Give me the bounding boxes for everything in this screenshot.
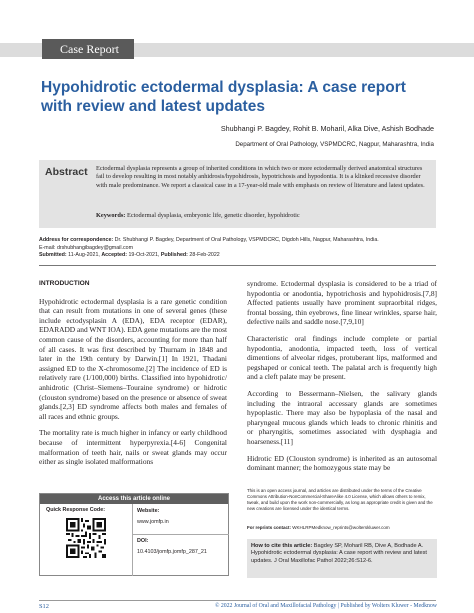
correspondence-text: Dr. Shubhangi P. Bagdey, Department of Oral Pathology, VSPMDCRC, Digdoh Hills, Nagpur, Maharashtra, India. bbox=[114, 237, 379, 243]
submitted-label: Submitted: bbox=[39, 252, 67, 259]
correspondence-label: Address for correspondence: bbox=[39, 237, 114, 243]
license-text: This is an open access journal, and articles are distributed under the terms of the Creative Commons Attribution-NonCommercial-ShareAlike 4.0 License, which allows others to remix, tweak, and build upon the work non-commercially, as long as appropriate credit is given and the new creations are licensed under the identical terms. bbox=[247, 488, 433, 511]
abstract-text: Ectodermal dysplasia represents a group of inherited conditions in which two or more ectodermally derived anatomical structures fail to develop resulting in most notably anhidrosis/hypohidrosis, hypotrichosis and hypodontia. It is a klinked recessive disorder with male predominance. We report a classical case in a 17-year-old male with emphasis on review of literature and latest updates. bbox=[96, 165, 425, 189]
abstract-box bbox=[39, 160, 436, 228]
reprints-label: For reprints contact: bbox=[247, 525, 292, 530]
cite-box bbox=[247, 539, 437, 578]
access-online-box bbox=[39, 493, 229, 576]
footer-copyright: © 2022 Journal of Oral and Maxillofacial Pathology | Published by Wolters Kluwer - Medknow bbox=[214, 603, 437, 609]
accepted-date: 19-Oct-2021, bbox=[128, 252, 160, 259]
body-paragraph: Hypohidrotic ectodermal dysplasia is a rare genetic condition that can result from mutations in one of several genes (these include ectodysplasin A (EDA), EDA receptor (EDAR), EDARADD and WNT IOA). EDA gene mutations are the most common cause of the disorders, accounting for more than half of all cases. It was first described by Thurnam in 1848 and later in the 19th century by Darwin.[1] In 1921, Thadani assigned ED to the X-chromosome.[2] The incidence of ED is relatively rare (1/100,000) births. Classified into hypohidrotic/ anhidrotic (Christ–Siemens–Touraine syndrome) or hidrotic (clouston syndrome) based on the presence or absence of sweat glands.[2,3] ED syndrome affects both males and females of all races and ethnic groups. bbox=[39, 296, 227, 421]
section-divider bbox=[39, 265, 436, 266]
body-paragraph: syndrome. Ectodermal dysplasia is considered to be a triad of hypodontia or anodontia, hypotrichosis and hypohidrosis.[7,8] Affected patients usually have prominent supraorbital ridges, frontal bossing, thin eyebrows, fine linear wrinkles, sparse hair, defective nails and saddle nose.[7,9,10] bbox=[247, 279, 437, 327]
right-column bbox=[247, 279, 437, 480]
introduction-heading: INTRODUCTION bbox=[39, 280, 90, 287]
website-link[interactable]: www.jomfp.in bbox=[137, 519, 169, 525]
keywords-text: Ectodermal dysplasia, embryonic life, genetic disorder, hypohidrotic bbox=[126, 212, 300, 219]
submitted-date: 11-Aug-2021, bbox=[68, 252, 100, 259]
doi-link[interactable]: 10.4103/jomfp.jomfp_287_21 bbox=[137, 549, 207, 555]
article-title: Hypohidrotic ectodermal dysplasia: A case report with review and latest updates bbox=[41, 79, 406, 115]
keywords bbox=[96, 212, 428, 219]
body-paragraph: Characteristic oral findings include complete or partial hypodontia, anodontia, impacted teeth, loss of vertical dimentions of alveolar ridges, protuberant lips, malformed and pegshaped or conical teeth. The palatal arch is frequently high and a cleft palate may be present. bbox=[247, 333, 437, 382]
keywords-label: Keywords: bbox=[96, 212, 126, 219]
footer-divider bbox=[39, 600, 436, 601]
page-number: S12 bbox=[39, 603, 49, 610]
correspondence bbox=[39, 237, 436, 260]
qr-label: Quick Response Code: bbox=[46, 507, 106, 513]
body-paragraph: The mortality rate is much higher in infancy or early childhood because of intermittent hyperpyrexia.[4-6] Congenital malformation of teeth hair, nails or sweat glands may occur either as single isolated malformations bbox=[39, 428, 227, 467]
body-paragraph: According to Bessermann–Nielsen, the salivary glands including the intraoral accessary glands are sometimes hypoplastic. There may also be hypoplasia of the nasal and pharyngeal mucous glands which leads to chronic rhinitis and or pharyngitis, sometimes associated with dysphagia and hoarseness.[11] bbox=[247, 388, 437, 446]
article-dates bbox=[39, 252, 436, 260]
accepted-label: Accepted: bbox=[101, 252, 127, 259]
access-heading: Access this article online bbox=[40, 494, 228, 504]
published-label: Published: bbox=[160, 252, 188, 259]
cite-reference: Bagdey SP, Moharil RB, Dive A, Bodhade A. Hypohidrotic ectodermal dysplasia: A case report with review and latest updates. J Oral Maxillofac Pathol 2022;26:S12-6. bbox=[251, 543, 427, 564]
box-divider bbox=[132, 504, 133, 576]
case-report-tab: Case Report bbox=[42, 39, 134, 59]
box-divider bbox=[132, 534, 229, 535]
cite-text bbox=[251, 543, 433, 565]
qr-code-icon[interactable] bbox=[66, 518, 106, 558]
left-column bbox=[39, 279, 227, 474]
author-list: Shubhangi P. Bagdey, Rohit B. Moharil, Alka Dive, Ashish Bodhade bbox=[220, 124, 434, 133]
body-paragraph: Hidrotic ED (Clouston syndrome) is inherited as an autosomal dominant manner; the homozygous state may be bbox=[247, 453, 437, 473]
cite-label: How to cite this article: bbox=[251, 543, 313, 549]
affiliation: Department of Oral Pathology, VSPMDCRC, Nagpur, Maharashtra, India bbox=[235, 141, 434, 148]
website-label: Website: bbox=[137, 508, 160, 514]
reprints-email[interactable]: WKHLRPMedknow_reprints@wolterskluwer.com bbox=[292, 525, 390, 530]
reprints-contact bbox=[247, 525, 437, 530]
correspondence-email: E-mail: drshubhangibagdey@gmail.com bbox=[39, 244, 133, 251]
doi-label: DOI: bbox=[137, 538, 149, 544]
abstract-label: Abstract bbox=[45, 166, 88, 178]
published-date: 28-Feb-2022 bbox=[189, 252, 220, 259]
